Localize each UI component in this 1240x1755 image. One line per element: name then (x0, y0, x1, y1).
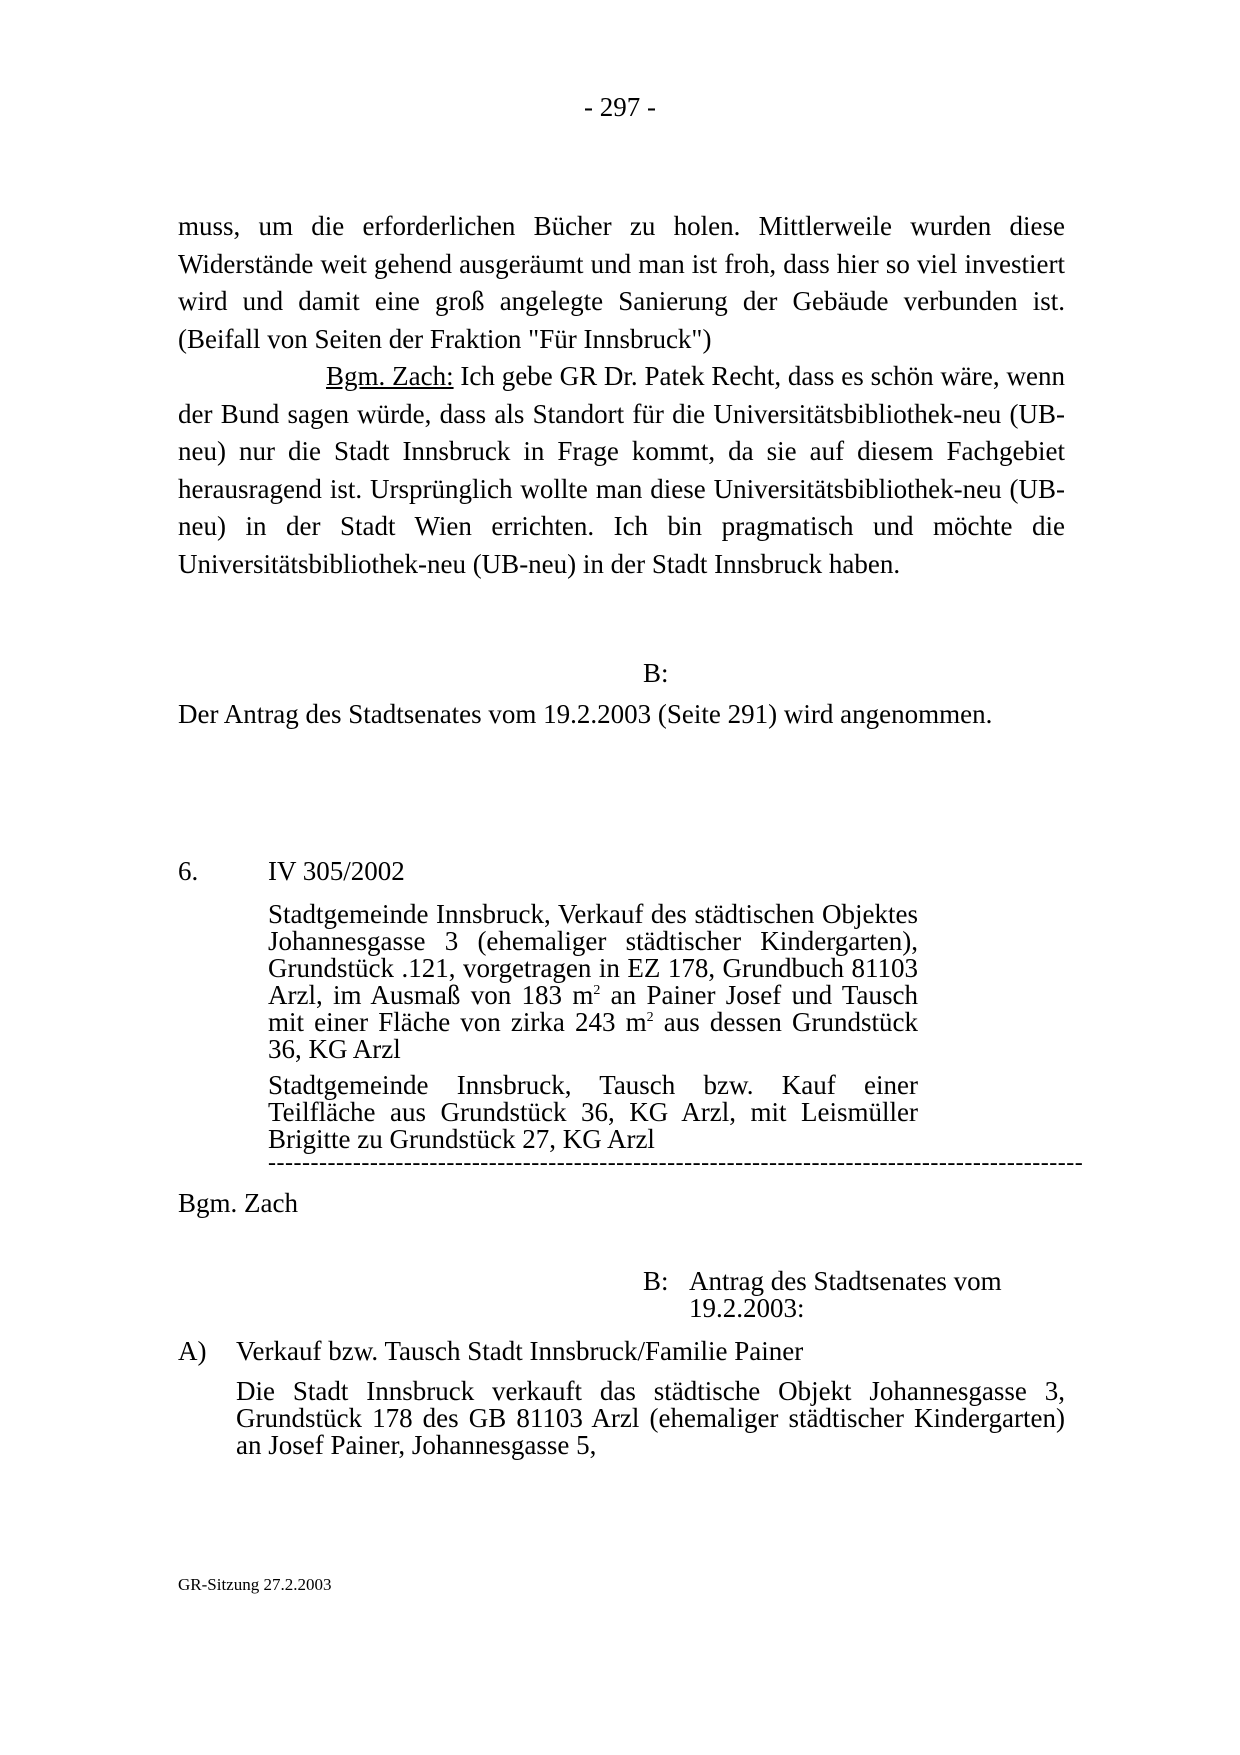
agenda-subject-2: Stadtgemeinde Innsbruck, Tausch bzw. Kauf einer Teilfläche aus Grundstück 36, KG Arzl, mit Leismüller Brigitte zu Grundstück 27, KG Arzl (268, 1070, 918, 1154)
antrag-title: Antrag des Stadtsenates vom 19.2.2003: (689, 1266, 1002, 1323)
resolution-text: Der Antrag des Stadtsenates vom 19.2.2003 (Seite 291) wird angenommen. (178, 699, 993, 729)
footer-session: GR-Sitzung 27.2.2003 (178, 1575, 332, 1594)
agenda-item-reference: IV 305/2002 (268, 856, 405, 886)
section-title: Verkauf bzw. Tausch Stadt Innsbruck/Familie Painer (236, 1336, 804, 1366)
separator-line: ------------------------------------------------------------------------------------------------ (268, 1150, 1084, 1176)
agenda-item-number: 6. (178, 856, 199, 886)
paragraph-continuation: muss, um die erforderlichen Bücher zu holen. Mittlerweile wurden diese Widerstände weit gehend ausgeräumt und man ist froh, dass hier so viel investiert wird und damit eine groß angelegte Sanierung der Gebäude verbunden ist. (Beifall von Seiten der Fraktion "Für Innsbruck") (178, 211, 1065, 354)
resolution-label: B: (643, 658, 669, 688)
speech-paragraph (178, 358, 1065, 583)
section-letter: A) (178, 1336, 207, 1366)
section-body: Die Stadt Innsbruck verkauft das städtische Objekt Johannesgasse 3, Grundstück 178 des GB 81103 Arzl (ehemaliger städtischer Kindergarten) an Josef Painer, Johannesgasse 5, (236, 1376, 1065, 1460)
agenda-subject-1: Stadtgemeinde Innsbruck, Verkauf des städtischen Objektes Johannesgasse 3 (ehemaliger städtischer Kindergarten), Grundstück .121, vorgetragen in EZ 178, Grundbuch 81103 Arzl, im Ausmaß von 183 $m^2$ an Painer Josef und Tausch mit einer Fläche von zirka 243 $m^2$ aus dessen Grundstück 36, KG Arzl (268, 899, 918, 1064)
antrag-label: B: (643, 1266, 669, 1296)
speaker-name: Bgm. Zach: (326, 361, 454, 391)
speech-text: Ich gebe GR Dr. Patek Recht, dass es schön wäre, wenn der Bund sagen würde, dass als Standort für die Universitätsbibliothek-neu (UB-neu) nur die Stadt Innsbruck in Frage kommt, da sie auf diesem Fachgebiet herausragend ist. Ursprünglich wollte man diese Universitätsbibliothek-neu (UB-neu) in der Stadt Wien errichten. Ich bin pragmatisch und möchte die Universitätsbibliothek-neu (UB-neu) in der Stadt Innsbruck haben. (178, 361, 1065, 579)
page-number: - 297 - (584, 92, 656, 122)
rapporteur: Bgm. Zach (178, 1188, 298, 1218)
